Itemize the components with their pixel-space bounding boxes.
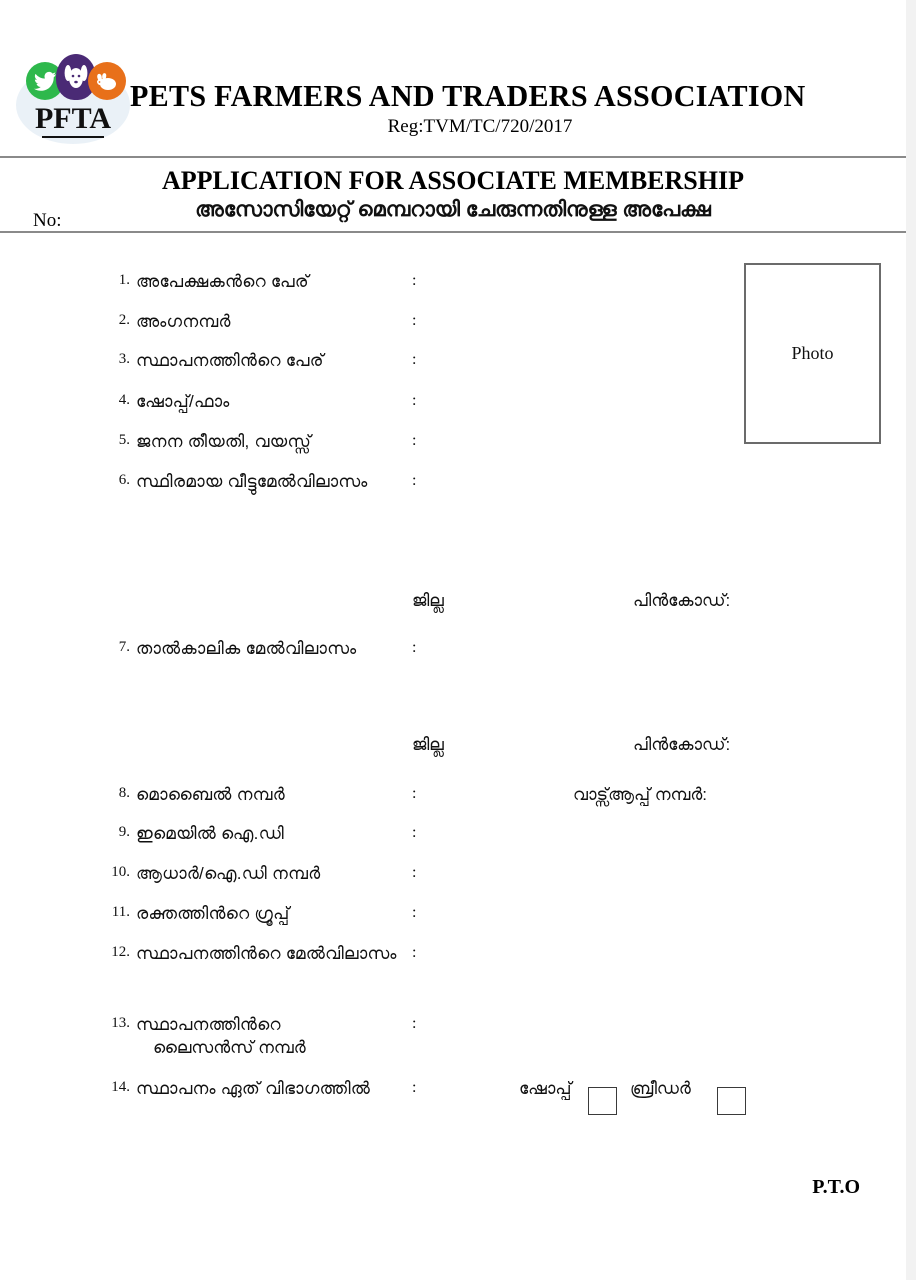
- pfta-logo: [12, 48, 134, 152]
- registration-number: Reg:TVM/TC/720/2017: [387, 116, 573, 137]
- form-field-row: [0, 392, 906, 416]
- form-field-row: [0, 1079, 906, 1103]
- field-colon: :: [412, 904, 417, 921]
- field-colon: :: [412, 785, 417, 802]
- field-number: 14.: [111, 1079, 130, 1095]
- field-number: 13.: [111, 1015, 130, 1031]
- field-colon: :: [412, 432, 417, 449]
- organization-title: PETS FARMERS AND TRADERS ASSOCIATION: [130, 78, 806, 113]
- form-field-row: [0, 312, 906, 336]
- pincode-label: പിൻകോഡ്:: [633, 591, 731, 610]
- form-field-row: [0, 864, 906, 888]
- breeder-option-label: ബ്രീഡർ: [630, 1079, 691, 1098]
- field-number: 12.: [111, 944, 130, 960]
- field-label: ആധാർ/ഐ.ഡി നമ്പർ: [136, 864, 321, 883]
- field-number: 4.: [118, 392, 130, 408]
- field-colon: :: [412, 351, 417, 368]
- field-label: സ്ഥാപനത്തിന്‍റെ മേൽവിലാസം: [136, 944, 397, 963]
- field-label: സ്ഥാപനത്തിന്‍റെ പേര്: [136, 351, 324, 370]
- pincode-label: പിൻകോഡ്:: [633, 735, 731, 754]
- field-label: അപേക്ഷകന്‍റെ പേര്: [136, 272, 309, 291]
- form-number-label: No:: [33, 210, 62, 231]
- form-field-row: [0, 272, 906, 296]
- header-divider-bottom: [0, 231, 906, 233]
- form-field-row: [0, 904, 906, 928]
- form-field-row: [0, 785, 906, 809]
- whatsapp-number-label: വാട്സ്ആപ്പ് നമ്പർ:: [573, 785, 707, 804]
- field-colon: :: [412, 312, 417, 329]
- field-number: 3.: [118, 351, 130, 367]
- form-field-row: [0, 432, 906, 456]
- field-number: 2.: [118, 312, 130, 328]
- field-colon: :: [412, 472, 417, 489]
- field-label: സ്ഥാപനത്തിന്‍റെ: [136, 1015, 281, 1034]
- field-number: 8.: [118, 785, 130, 801]
- application-title-malayalam: അസോസിയേറ്റ് മെമ്പറായി ചേരുന്നതിനുള്ള അപേക്ഷ: [195, 198, 711, 221]
- field-label: സ്ഥിരമായ വീട്ടുമേൽവിലാസം: [136, 472, 368, 491]
- field-label: താൽകാലിക മേൽവിലാസം: [136, 639, 357, 658]
- form-field-row: [0, 351, 906, 375]
- form-field-row: [0, 472, 906, 496]
- district-label: ജില്ല: [412, 735, 444, 754]
- field-number: 1.: [118, 272, 130, 288]
- logo-underline: [42, 136, 104, 138]
- field-number: 5.: [118, 432, 130, 448]
- field-colon: :: [412, 824, 417, 841]
- page-edge-strip: [906, 0, 916, 1280]
- field-label: മൊബൈൽ നമ്പർ: [136, 785, 285, 804]
- field-label: ജനന തീയതി, വയസ്സ്: [136, 432, 312, 451]
- form-field-row: [0, 944, 906, 968]
- field-colon: :: [412, 944, 417, 961]
- field-label: ഇമെയിൽ ഐ.ഡി: [136, 824, 284, 843]
- logo-wordmark: PFTA: [34, 102, 112, 135]
- field-number: 11.: [111, 904, 130, 920]
- field-colon: :: [412, 272, 417, 289]
- field-colon: :: [412, 1015, 417, 1032]
- field-label: അംഗനമ്പർ: [136, 312, 231, 331]
- field-number: 10.: [111, 864, 130, 880]
- breeder-checkbox[interactable]: [717, 1087, 746, 1115]
- field-number: 6.: [118, 472, 130, 488]
- shop-checkbox[interactable]: [588, 1087, 617, 1115]
- field-colon: :: [412, 639, 417, 656]
- form-field-row: [0, 1015, 906, 1057]
- field-colon: :: [412, 864, 417, 881]
- photo-label: Photo: [791, 343, 834, 363]
- application-title-english: APPLICATION FOR ASSOCIATE MEMBERSHIP: [162, 166, 744, 195]
- field-colon: :: [412, 392, 417, 409]
- field-colon: :: [412, 1079, 417, 1096]
- field-label: ഷോപ്പ്/ഫാം: [136, 392, 230, 411]
- shop-option-label: ഷോപ്പ്: [519, 1079, 572, 1098]
- district-label: ജില്ല: [412, 591, 444, 610]
- field-label: രക്തത്തിന്‍റെ ഗ്രൂപ്പ്: [136, 904, 290, 923]
- field-number: 9.: [118, 824, 130, 840]
- header-divider-top: [0, 156, 906, 158]
- form-field-row: [0, 639, 906, 663]
- page-turn-over-label: P.T.O: [812, 1176, 860, 1198]
- field-number: 7.: [118, 639, 130, 655]
- field-label-continuation: ലൈസൻസ് നമ്പർ: [153, 1038, 306, 1057]
- field-label: സ്ഥാപനം ഏത് വിഭാഗത്തിൽ: [136, 1079, 371, 1098]
- rabbit-icon: [88, 62, 126, 100]
- form-field-row: [0, 824, 906, 848]
